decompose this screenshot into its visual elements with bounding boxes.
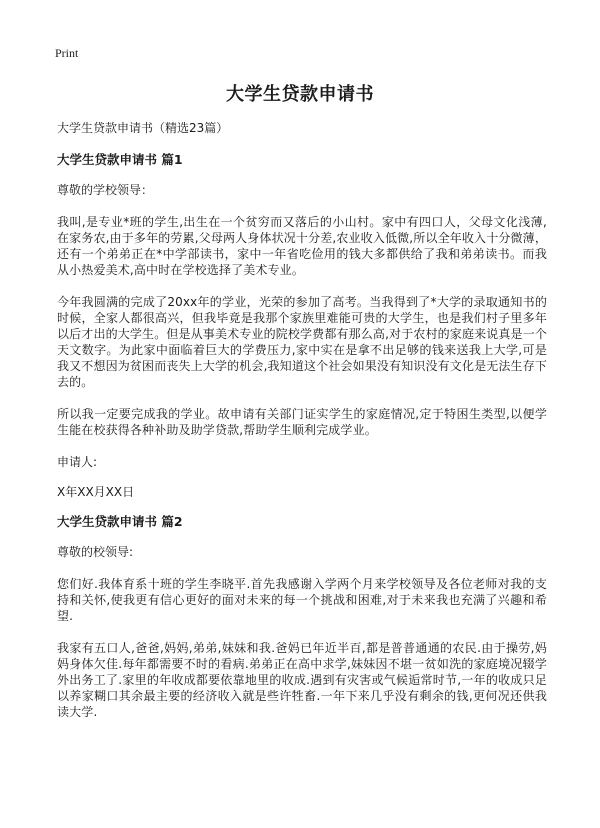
print-label: Print: [55, 46, 79, 60]
document-body: [57, 120, 547, 736]
body-paragraph: 我家有五口人,爸爸,妈妈,弟弟,妹妹和我.爸妈已年近半百,都是普普通通的农民.由于操劳,妈妈身体欠佳.每年都需要不时的看病.弟弟正在高中求学,妹妹因不堪一贫如洗的家庭境况辍学外出务工了.家里的年收成都要依靠地里的收成.遇到有灾害或气候逅常时节,一年的收成只足以养家糊口其余最主要的经济收入就是些许牲畜.一年下来几乎没有剩余的钱,更何况还供我读大学.: [57, 641, 547, 719]
section-heading: 大学生贷款申请书 篇2: [57, 514, 183, 529]
body-paragraph: 今年我圆满的完成了20xx年的学业，光荣的参加了高考。当我得到了*大学的录取通知书的时候，全家人都很高兴，但我毕竟是我那个家族里难能可贵的大学生，也是我们村子里多年以后才出的大学生。但是从事美术专业的院校学费都有那么高,对于农村的家庭来说真是一个天文数字。为此家中面临着巨大的学费压力,家中实在是拿不出足够的钱来送我上大学,可是我又不想因为贫困而丧失上大学的机会,我知道这个社会如果没有知识没有文化是无法生存下去的。: [57, 295, 547, 389]
date-line: X年XX月XX日: [57, 485, 135, 499]
body-paragraph: 您们好.我体育系十班的学生李晓平.首先我感谢入学两个月来学校领导及各位老师对我的支持和关怀,使我更有信心更好的面对未来的每一个挑战和困难,对于未来我也充满了兴趣和希望.: [57, 577, 547, 623]
salutation: 尊敬的学校领导：: [57, 183, 154, 197]
section-heading: 大学生贷款申请书 篇1: [57, 152, 183, 167]
document-subtitle: 大学生贷款申请书（精选23篇）: [57, 121, 229, 135]
document-title: 大学生贷款申请书: [226, 84, 374, 105]
signature-line: 申请人:: [57, 455, 98, 469]
salutation: 尊敬的校领导:: [57, 545, 134, 559]
body-paragraph: 所以我一定要完成我的学业。故申请有关部门证实学生的家庭情况,定于特困生类型,以便学生能在校获得各种补助及助学贷款,帮助学生顺利完成学业。: [57, 407, 547, 437]
body-paragraph: 我叫,是专业*班的学生,出生在一个贫穷而又落后的小山村。家中有四口人，父母文化浅薄,在家务农,由于多年的劳累,父母两人身体状况十分差,农业收入低微,所以全年收入十分微薄，还有一个弟弟正在*中学部读书，家中一年省吃俭用的钱大多都供给了我和弟弟读书。而我从小热爱美术,高中时在学校选择了美术专业。: [57, 215, 547, 277]
